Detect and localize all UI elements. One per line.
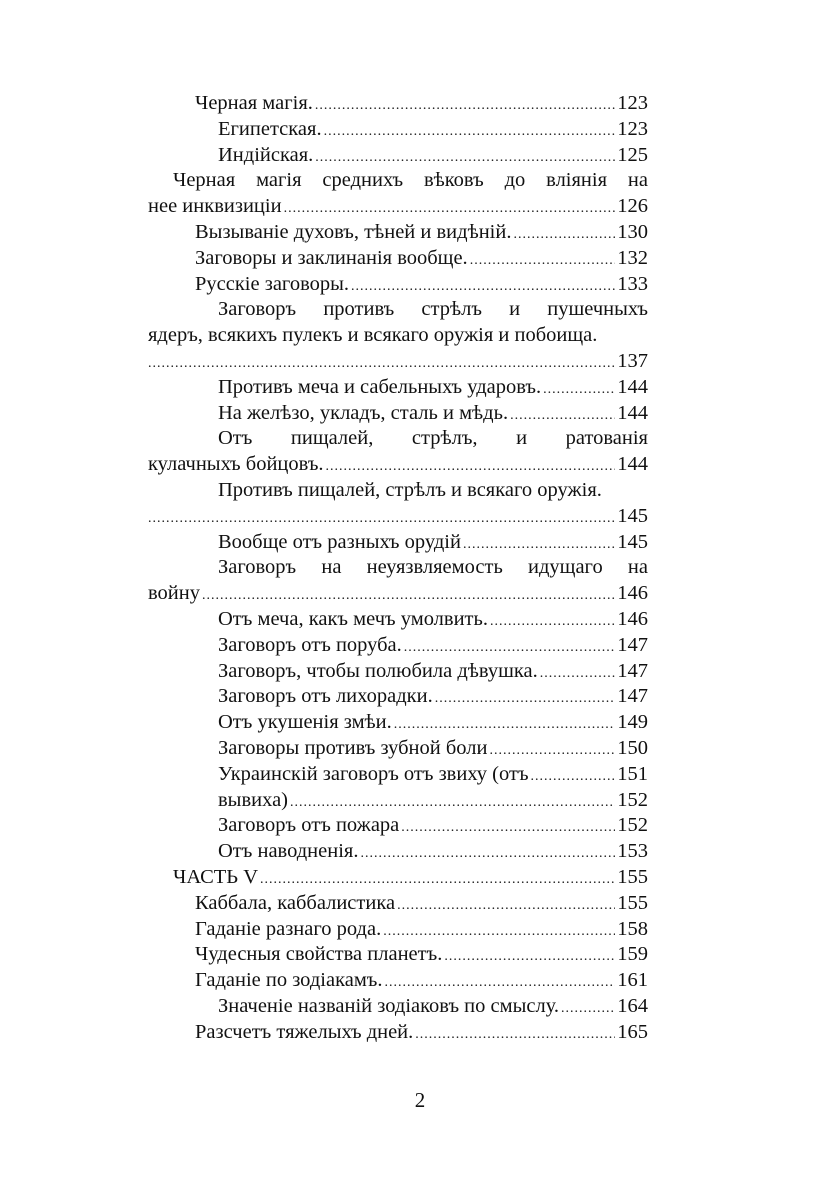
- toc-entry-page: 130: [617, 220, 648, 243]
- toc-entry: [148, 942, 648, 968]
- table-of-contents: [148, 91, 648, 1045]
- toc-entry-page: 137: [617, 349, 648, 372]
- toc-entry: [148, 762, 648, 788]
- toc-entry-title: Отъ укушенія змѣи.: [218, 711, 392, 734]
- toc-entry-first-line: Заговоръ на неуязвляемость идущаго на: [218, 556, 648, 579]
- leader-dots: [326, 454, 616, 478]
- toc-entry-page: 152: [617, 788, 648, 811]
- leader-dots: [510, 403, 615, 427]
- toc-entry: [148, 1020, 648, 1046]
- toc-entry-page: 145: [617, 504, 648, 527]
- toc-entry-page: 158: [617, 917, 648, 940]
- toc-entry: [148, 401, 648, 427]
- toc-entry-page: 123: [617, 92, 648, 114]
- toc-entry-title: Отъ наводненія.: [218, 840, 359, 863]
- toc-entry-page: 126: [617, 195, 648, 218]
- leader-dots: [404, 635, 615, 659]
- toc-entry-title: Гаданіе по зодіакамъ.: [195, 969, 383, 992]
- toc-entry-title: Украинскій заговоръ отъ звиху (отъ: [218, 762, 529, 785]
- toc-entry-page: 132: [617, 246, 648, 269]
- leader-dots: [397, 893, 615, 917]
- leader-dots: [290, 790, 615, 814]
- toc-entry: [148, 736, 648, 762]
- toc-entry-title: нее инквизиціи: [148, 195, 282, 218]
- toc-entry: [148, 581, 648, 607]
- toc-entry: [148, 659, 648, 685]
- toc-entry-page: 161: [617, 969, 648, 992]
- toc-entry-page: 152: [617, 814, 648, 837]
- page-number: 2: [414, 1088, 426, 1112]
- toc-entry: [148, 633, 648, 659]
- leader-dots: [260, 867, 615, 891]
- toc-entry-page: 125: [617, 143, 648, 166]
- toc-entry-first-line: Отъ пищалей, стрѣлъ, и ратованія: [218, 427, 648, 450]
- toc-entry-title: ЧАСТЬ V: [173, 865, 259, 888]
- toc-entry-page: 164: [617, 994, 648, 1017]
- toc-entry-page: 151: [617, 762, 648, 785]
- toc-entry: [148, 710, 648, 736]
- toc-entry: [148, 194, 648, 220]
- leader-dots: [360, 841, 615, 865]
- toc-entry-title: Заговоръ отъ пожара: [218, 814, 400, 837]
- toc-entry-title: Отъ меча, какъ мечъ умолвить.: [218, 607, 488, 630]
- toc-entry: [148, 891, 648, 917]
- toc-entry-page: 165: [617, 1020, 648, 1043]
- toc-entry-title: Заговоръ отъ лихорадки.: [218, 685, 433, 708]
- leader-dots: [315, 145, 615, 169]
- leader-dots: [202, 583, 615, 607]
- toc-entry-page: 155: [617, 891, 648, 914]
- leader-dots: [435, 686, 616, 710]
- leader-dots: [284, 196, 616, 220]
- leader-dots: [324, 119, 616, 143]
- toc-entry: [148, 684, 648, 710]
- toc-entry: [148, 246, 648, 272]
- toc-entry-page: 144: [617, 401, 648, 424]
- toc-entry-first-line: Противъ пищалей, стрѣлъ и всякаго оружія.: [218, 478, 602, 501]
- leader-dots: [531, 764, 616, 788]
- toc-entry-title: Вообще отъ разныхъ орудій: [218, 530, 461, 553]
- toc-entry-first-line: Заговоръ противъ стрѣлъ и пушечныхъ: [218, 298, 648, 321]
- toc-entry-page: 150: [617, 736, 648, 759]
- toc-entry: [148, 91, 648, 117]
- toc-entry-title: Заговоръ, чтобы полюбила дѣвушка.: [218, 659, 538, 682]
- toc-entry-title: Каббала, каббалистика: [195, 891, 396, 914]
- toc-entry-page: 146: [617, 582, 648, 605]
- leader-dots: [351, 274, 615, 298]
- toc-entry-second-line: ядеръ, всякихъ пулекъ и всякаго оружія и побоища.: [148, 324, 598, 347]
- toc-entry-page: 147: [617, 685, 648, 708]
- toc-entry-page: 159: [617, 943, 648, 966]
- toc-entry-page: 149: [617, 711, 648, 734]
- toc-entry-title: Разсчетъ тяжелыхъ дней.: [195, 1020, 414, 1043]
- toc-entry-page: 146: [617, 607, 648, 630]
- leader-dots: [540, 661, 615, 685]
- leader-dots: [315, 93, 615, 117]
- toc-entry-page: 147: [617, 659, 648, 682]
- leader-dots: [463, 532, 615, 556]
- toc-entry: [148, 917, 648, 943]
- toc-entry-title: На желѣзо, укладъ, сталь и мѣдь.: [218, 401, 509, 424]
- leader-dots: [415, 1022, 615, 1046]
- leader-dots: [383, 919, 615, 943]
- leader-dots: [490, 609, 615, 633]
- toc-entry-page: 145: [617, 530, 648, 553]
- toc-entry: [148, 272, 648, 298]
- toc-entry-title: вывиха): [218, 788, 289, 811]
- leader-dots: [385, 970, 616, 994]
- toc-entry: [148, 839, 648, 865]
- toc-entry-page: 153: [617, 840, 648, 863]
- toc-entry: [148, 813, 648, 839]
- toc-entry-title: Заговоры противъ зубной боли: [218, 736, 488, 759]
- toc-entry: [148, 607, 648, 633]
- toc-entry-title: Заговоры и заклинанія вообще.: [195, 246, 468, 269]
- leader-dots: [513, 222, 615, 246]
- toc-entry: [148, 968, 648, 994]
- toc-entry: [148, 220, 648, 246]
- toc-entry-title: войну: [148, 582, 200, 605]
- toc-entry-page: 155: [617, 865, 648, 888]
- leader-dots: [543, 377, 615, 401]
- toc-entry-page: 144: [617, 375, 648, 398]
- toc-entry: [148, 994, 648, 1020]
- toc-entry: [148, 375, 648, 401]
- toc-entry-title: Противъ меча и сабельныхъ ударовъ.: [218, 375, 542, 398]
- toc-entry: [148, 452, 648, 478]
- toc-entry: [148, 788, 648, 814]
- leader-dots: [489, 738, 615, 762]
- toc-entry-title: Гаданіе разнаго рода.: [195, 917, 382, 940]
- toc-entry-page: 147: [617, 633, 648, 656]
- toc-entry: [148, 349, 648, 375]
- leader-dots: [561, 996, 615, 1020]
- leader-dots: [394, 712, 615, 736]
- toc-entry: [148, 504, 648, 530]
- toc-entry: [148, 865, 648, 891]
- leader-dots: [148, 351, 615, 375]
- toc-entry-page: 144: [617, 453, 648, 476]
- toc-entry-title: Вызываніе духовъ, тѣней и видѣній.: [195, 220, 512, 243]
- toc-entry: [148, 530, 648, 556]
- toc-entry-page: 133: [617, 272, 648, 295]
- toc-entry: [148, 143, 648, 169]
- toc-entry-title: Индійская.: [218, 143, 314, 166]
- toc-entry-page: 123: [617, 117, 648, 140]
- leader-dots: [401, 815, 615, 839]
- toc-entry-title: Чудесныя свойства планетъ.: [195, 943, 443, 966]
- toc-entry-title: кулачныхъ бойцовъ.: [148, 453, 324, 476]
- toc-entry: [148, 117, 648, 143]
- leader-dots: [470, 248, 616, 272]
- toc-entry-title: Египетская.: [218, 117, 322, 140]
- toc-entry-title: Черная магія.: [195, 92, 313, 114]
- toc-entry-title: Заговоръ отъ поруба.: [218, 633, 402, 656]
- toc-entry-title: Значеніе названій зодіаковъ по смыслу.: [218, 994, 560, 1017]
- toc-entry-title: Русскіе заговоры.: [195, 272, 350, 295]
- leader-dots: [444, 944, 615, 968]
- leader-dots: [148, 506, 615, 530]
- toc-entry-first-line: Черная магія среднихъ вѣковъ до вліянія на: [173, 169, 648, 192]
